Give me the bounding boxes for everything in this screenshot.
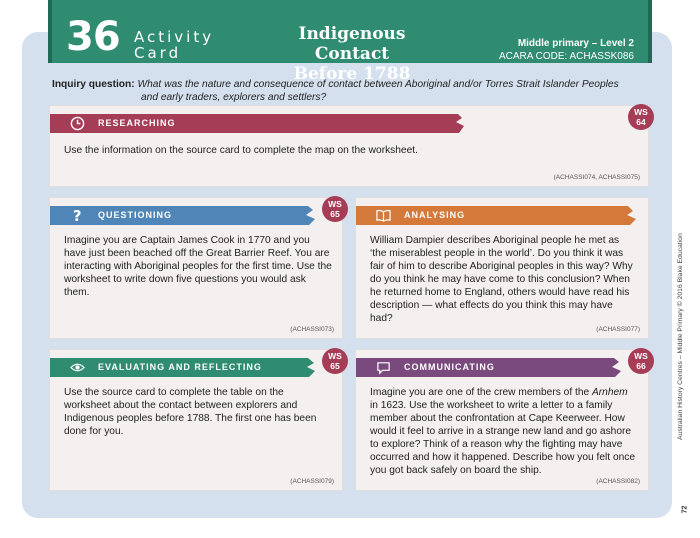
activity-label-line2: Card bbox=[134, 44, 182, 62]
curriculum-code: (ACHASSI079) bbox=[290, 478, 334, 485]
activity-card-label bbox=[134, 29, 214, 61]
inquiry-question bbox=[52, 78, 642, 104]
analysing-box bbox=[356, 198, 648, 338]
clock-icon bbox=[70, 116, 85, 131]
title-line1: Indigenous Contact bbox=[298, 24, 406, 64]
ws-number: 65 bbox=[330, 361, 340, 371]
communicating-box bbox=[356, 350, 648, 490]
worksheet-badge bbox=[322, 196, 348, 222]
communicating-band bbox=[356, 358, 626, 377]
inquiry-label: Inquiry question: bbox=[52, 79, 135, 90]
card-title bbox=[262, 24, 442, 84]
inquiry-line2: and early traders, explorers and settlers? bbox=[141, 92, 327, 103]
level-text: Middle primary – Level 2 bbox=[517, 38, 634, 49]
curriculum-code: (ACHASSI074, ACHASSI075) bbox=[553, 174, 640, 181]
worksheet-badge bbox=[628, 104, 654, 130]
section-heading: EVALUATING AND REFLECTING bbox=[98, 362, 262, 372]
section-heading: COMMUNICATING bbox=[404, 362, 495, 372]
researching-box bbox=[50, 106, 648, 186]
worksheet-badge bbox=[628, 348, 654, 374]
worksheet-badge bbox=[322, 348, 348, 374]
ws-number: 64 bbox=[636, 117, 646, 127]
side-copyright bbox=[677, 170, 691, 440]
svg-text:?: ? bbox=[72, 208, 83, 223]
questioning-box bbox=[50, 198, 342, 338]
section-heading: QUESTIONING bbox=[98, 210, 173, 220]
evaluating-band bbox=[50, 358, 320, 377]
ws-number: 65 bbox=[330, 209, 340, 219]
section-text bbox=[370, 386, 638, 477]
band-shape bbox=[50, 206, 320, 225]
title-line2: Before 1788 bbox=[293, 64, 411, 84]
ws-label: WS bbox=[634, 351, 648, 361]
copyright-text: Australian History Centres – Middle Primary © 2016 Blake Education bbox=[677, 233, 684, 440]
question-mark-icon bbox=[70, 208, 85, 223]
ws-label: WS bbox=[328, 351, 342, 361]
ws-label: WS bbox=[634, 107, 648, 117]
activity-label-line1: Activity bbox=[134, 28, 215, 46]
text-part: in 1623. Use the worksheet to write a letter to a family member about the confrontation at Cape Keerweer. How would it feel to arrive in a strange new land and go ashore to explore? Think of a reason why the fighting may have occurred and how it happened. Describe how you felt once you got back safely on board the ship. bbox=[370, 400, 636, 476]
page-number: 72 bbox=[681, 505, 689, 514]
inquiry-line1: What was the nature and consequence of contact between Aboriginal and/or Torres Strait Islander Peoples bbox=[137, 79, 619, 90]
ship-name: Arnhem bbox=[591, 387, 628, 398]
card-number: 36 bbox=[66, 14, 120, 60]
curriculum-code: (ACHASSI077) bbox=[596, 326, 640, 333]
curriculum-code: (ACHASSI073) bbox=[290, 326, 334, 333]
level-info bbox=[499, 37, 634, 63]
book-icon bbox=[376, 208, 391, 223]
section-text: Imagine you are Captain James Cook in 1770 and you have just been beached off the Great Barrier Reef. You are interacting with Aboriginal peoples for the first time. Use the worksheet to write down five questions you would ask them. bbox=[64, 235, 332, 298]
band-shape bbox=[356, 206, 640, 225]
eye-icon bbox=[70, 360, 85, 375]
text-part: Imagine you are one of the crew members of the bbox=[370, 387, 592, 398]
section-text: William Dampier describes Aboriginal people he met as ‘the miserablest people in the world’. Do you think it was fair of him to describe Aboriginal peoples in this way? Why do you think he may have come to this conclusion? When he returned home to England, others would have read his description — what effects do you think this may have had? bbox=[370, 235, 633, 324]
ws-label: WS bbox=[328, 199, 342, 209]
ws-number: 66 bbox=[636, 361, 646, 371]
section-text: Use the information on the source card to complete the map on the worksheet. bbox=[64, 145, 418, 156]
section-text: Use the source card to complete the table on the worksheet about the contact between explorers and Indigenous peoples before 1788. The first one has been done for you. bbox=[64, 387, 317, 437]
evaluating-box bbox=[50, 350, 342, 490]
speech-bubble-icon bbox=[376, 360, 391, 375]
analysing-band bbox=[356, 206, 640, 225]
section-heading: ANALYSING bbox=[404, 210, 466, 220]
curriculum-code: (ACHASSI082) bbox=[596, 478, 640, 485]
questioning-band bbox=[50, 206, 320, 225]
card-header bbox=[48, 0, 652, 84]
acara-code: ACARA CODE: ACHASSK086 bbox=[498, 51, 634, 62]
section-heading: RESEARCHING bbox=[98, 118, 176, 128]
researching-band bbox=[50, 114, 470, 133]
